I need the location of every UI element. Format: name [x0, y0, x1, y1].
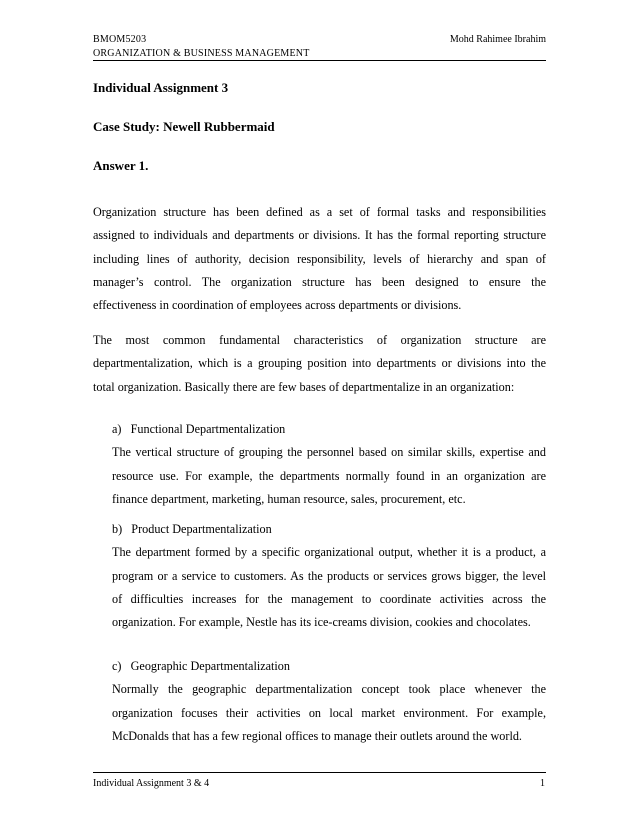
case-study-title: Case Study: Newell Rubbermaid — [93, 119, 275, 134]
author-name: Mohd Rahimee Ibrahim — [449, 34, 546, 45]
answer-heading: Answer 1. — [93, 158, 149, 173]
list-item-label: c) Geographic Departmentalization — [112, 659, 290, 673]
list-item-geographic — [112, 655, 546, 748]
footer-title: Individual Assignment 3 & 4 — [93, 778, 210, 789]
list-item-label: b) Product Departmentalization — [112, 522, 272, 536]
course-name: ORGANIZATION & BUSINESS MANAGEMENT — [93, 48, 310, 59]
paragraph-departmentalization — [93, 329, 546, 399]
text-line: program or a service to customers. As the products or services grows bigger, the level — [112, 568, 546, 583]
text-line: of difficulties increases for the management to coordinate activities across the — [112, 591, 546, 606]
header-divider — [93, 60, 546, 61]
text-line: organization focuses their activities on local market environment. For example, — [112, 705, 546, 720]
list-item-functional — [112, 418, 546, 511]
text-line: assigned to individuals and departments or divisions. It has the formal reporting structure — [93, 228, 546, 243]
text-line: Normally the geographic departmentalization concept took place whenever the — [112, 682, 546, 697]
text-line: The vertical structure of grouping the personnel based on similar skills, expertise and — [112, 445, 546, 460]
text-line: effectiveness in coordination of employees across departments or divisions. — [93, 298, 462, 313]
text-line: McDonalds that has a few regional offices to manage their outlets around the world. — [112, 728, 522, 743]
text-line: departmentalization, which is a grouping position into departments or divisions into the — [93, 356, 546, 371]
text-line: The most common fundamental characteristics of organization structure are — [93, 333, 546, 347]
text-line: resource use. For example, the departments normally found in an organization are — [112, 468, 546, 483]
text-line: Organization structure has been defined as a set of formal tasks and responsibilities — [93, 205, 546, 219]
list-item-product — [112, 518, 546, 634]
page-header-left — [93, 33, 310, 61]
text-line: including lines of authority, decision responsibility, levels of hierarchy and span of — [93, 251, 546, 266]
text-line: total organization. Basically there are few bases of departmentalize in an organization: — [93, 379, 515, 394]
text-line: manager’s control. The organization structure has been designed to ensure the — [93, 274, 546, 289]
text-line: The department formed by a specific organizational output, whether it is a product, a — [112, 545, 546, 560]
text-line: finance department, marketing, human resource, sales, procurement, etc. — [112, 491, 466, 506]
list-item-label: a) Functional Departmentalization — [112, 422, 286, 436]
page-number: 1 — [540, 778, 545, 789]
footer-divider — [93, 772, 546, 773]
course-code: BMOM5203 — [93, 34, 147, 45]
text-line: organization. For example, Nestle has its ice-creams division, cookies and chocolates. — [112, 615, 531, 630]
paragraph-organization-structure — [93, 201, 546, 317]
assignment-title: Individual Assignment 3 — [93, 80, 229, 95]
